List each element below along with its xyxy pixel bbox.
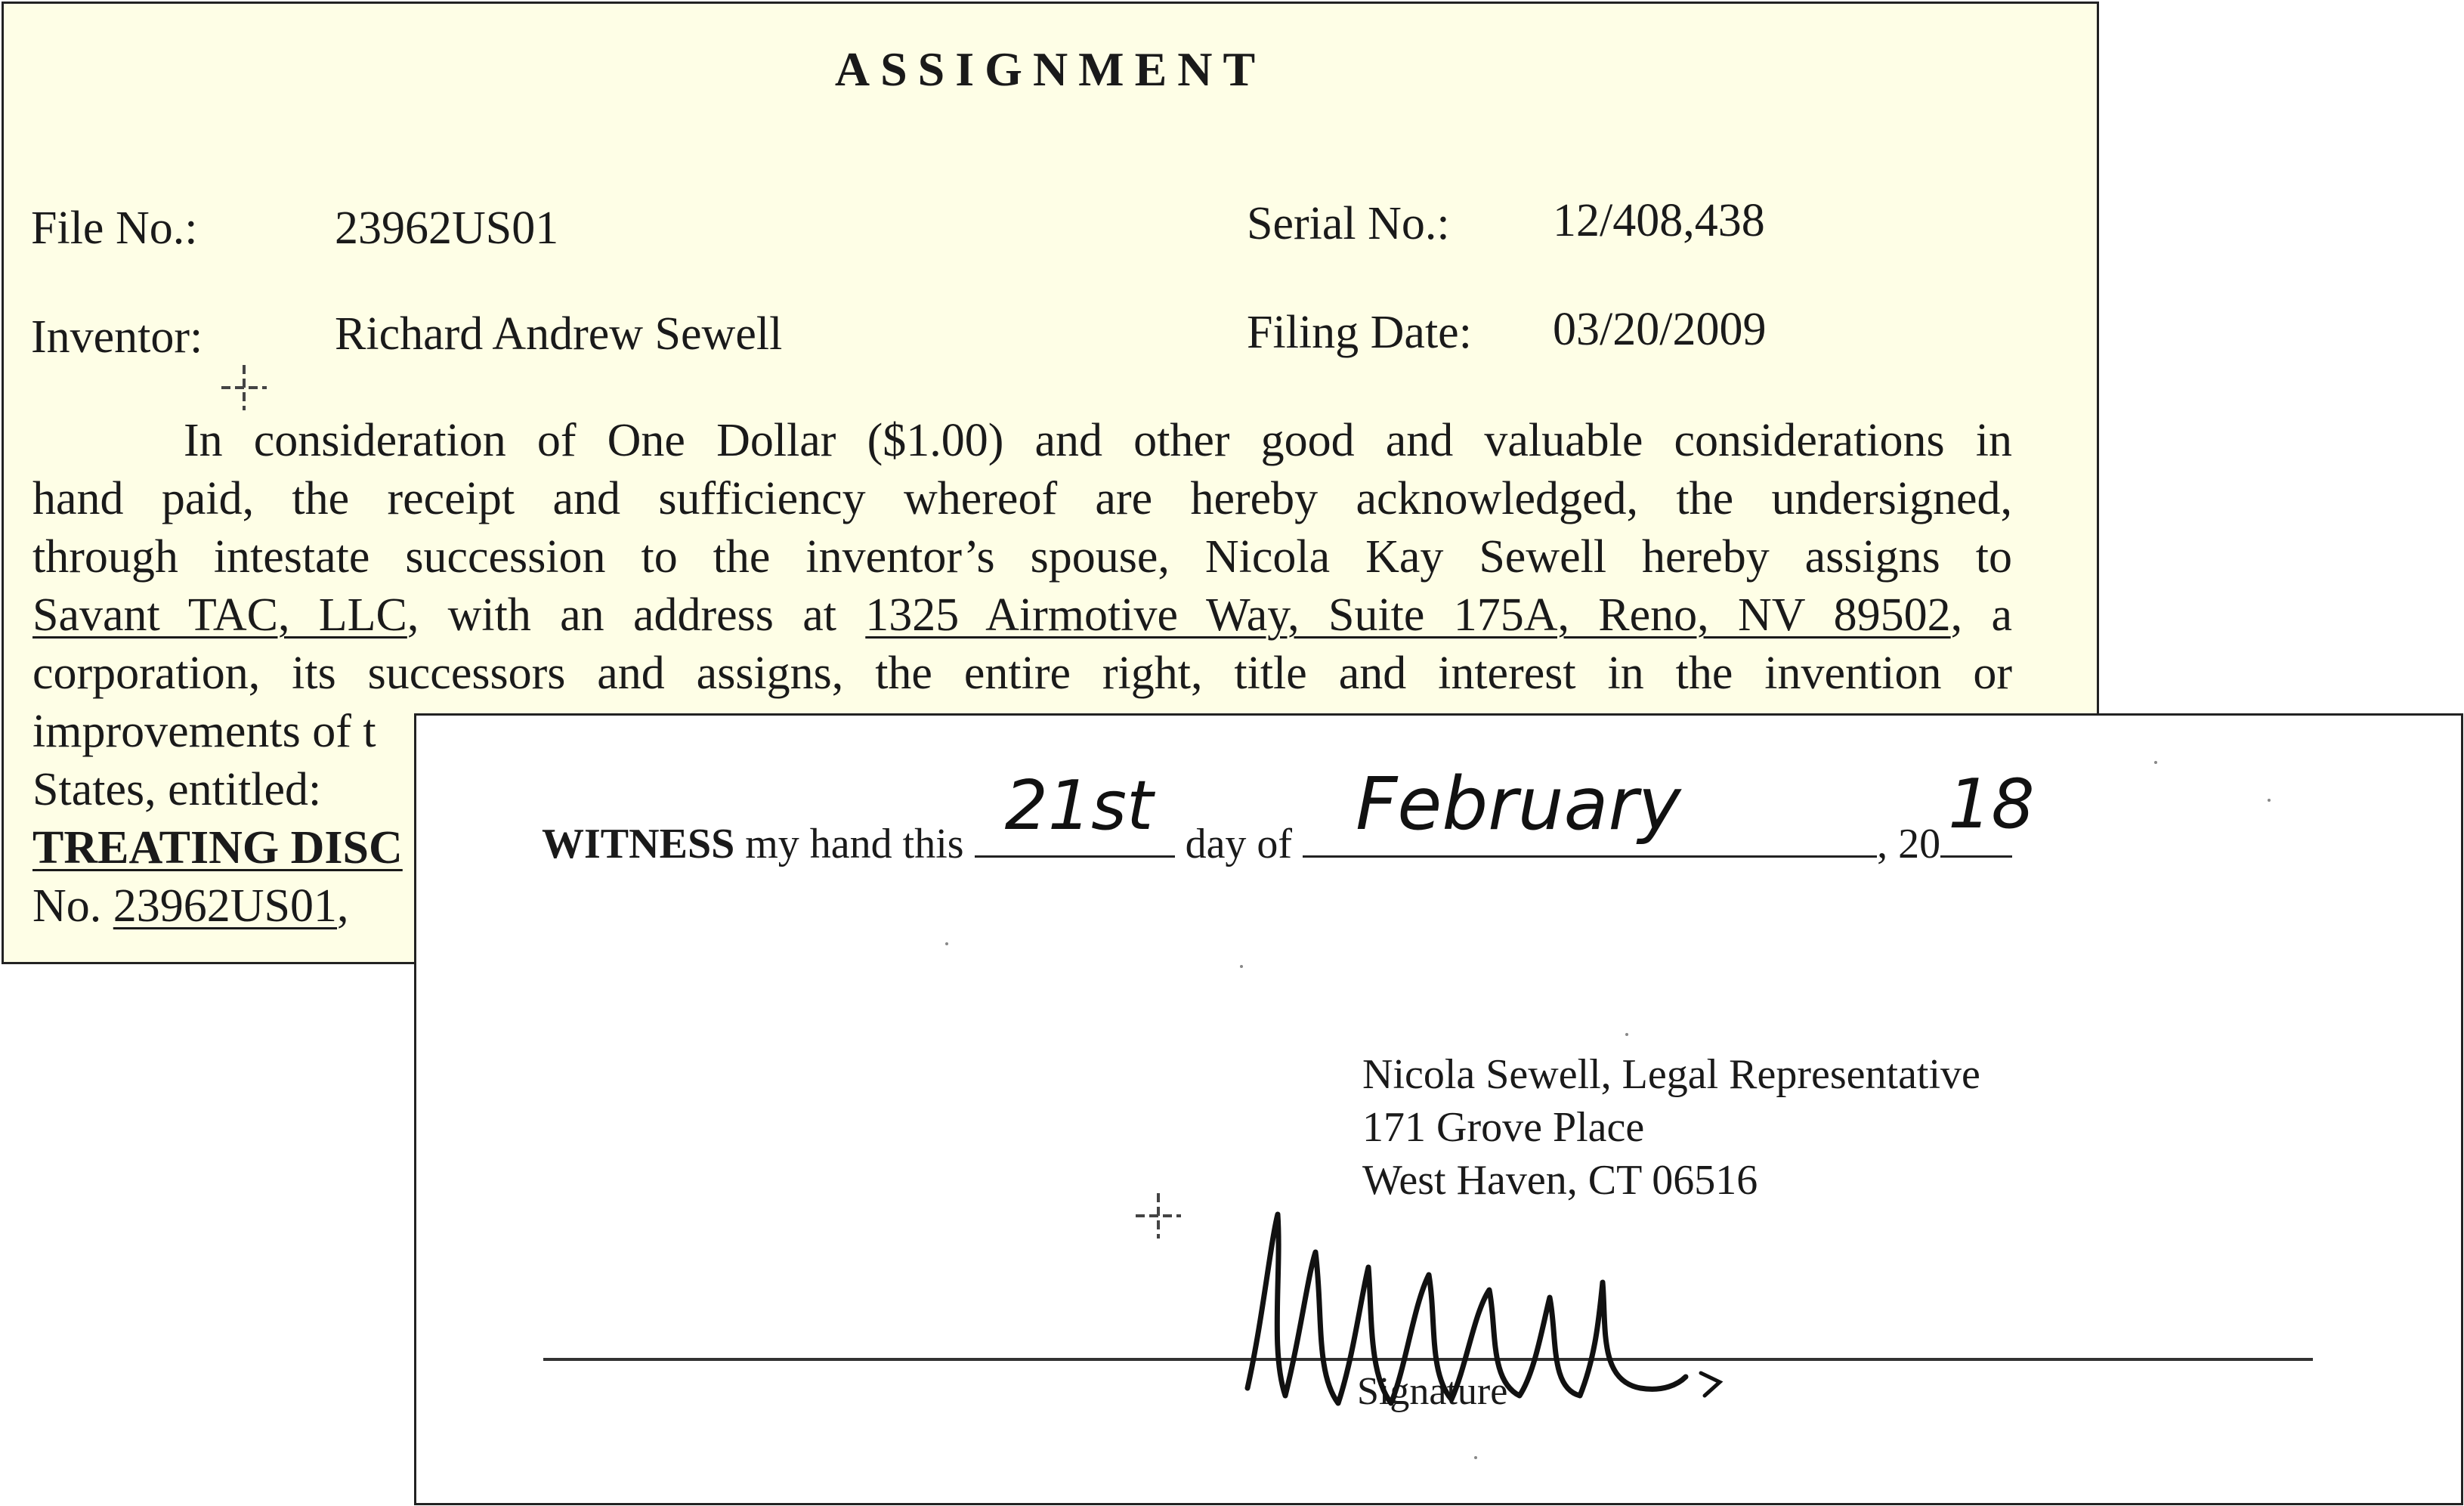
representative-name: Nicola Sewell, Legal Representative xyxy=(1362,1051,1980,1098)
inventor-value: Richard Andrew Sewell xyxy=(335,308,783,360)
witness-line: WITNESS my hand this 21st day of February , 20 18 xyxy=(542,762,2035,867)
crosshair-cursor-icon xyxy=(221,365,267,410)
inventor-label: Inventor: xyxy=(31,311,203,363)
day-blank xyxy=(975,766,1175,858)
crosshair-cursor-icon xyxy=(1136,1193,1181,1239)
scan-speck xyxy=(2268,799,2271,802)
signature-label: Signature xyxy=(1357,1370,1508,1413)
body-line-3: through intestate succession to the inventor’s spouse, Nicola Kay Sewell hereby assigns to xyxy=(32,531,2012,583)
file-no-reference: 23962US01 xyxy=(113,880,338,932)
body-line-9: No. 23962US01, xyxy=(32,880,349,932)
representative-city: West Haven, CT 06516 xyxy=(1362,1157,1758,1204)
scan-speck xyxy=(2154,761,2157,764)
assignee-name: Savant TAC, LLC xyxy=(32,589,407,641)
body-line-7: States, entitled: xyxy=(32,764,322,815)
representative-street: 171 Grove Place xyxy=(1362,1104,1645,1151)
filing-date-label: Filing Date: xyxy=(1247,307,1472,358)
invention-title: TREATING DISC xyxy=(32,822,403,874)
body-line-4: Savant TAC, LLC, with an address at 1325 Airmotive Way, Suite 175A, Reno, NV 89502, a xyxy=(32,589,2012,641)
filing-date-value: 03/20/2009 xyxy=(1553,304,1767,355)
month-handwritten: February xyxy=(1356,762,1681,846)
year-handwritten: 18 xyxy=(1948,765,2035,844)
year-blank xyxy=(1940,765,2035,858)
representative-address-block xyxy=(1362,1048,1980,1207)
day-handwritten: 21st xyxy=(1004,766,1154,846)
month-blank xyxy=(1303,762,1877,858)
scan-speck xyxy=(1240,965,1243,968)
serial-no-label: Serial No.: xyxy=(1247,198,1450,249)
body-line-1: In consideration of One Dollar ($1.00) and other good and valuable considerations in xyxy=(184,415,2012,466)
witness-label: WITNESS xyxy=(542,821,735,867)
body-line-6: improvements of t xyxy=(32,706,376,757)
handwritten-signature xyxy=(1217,1184,1761,1441)
document-title: ASSIGNMENT xyxy=(834,42,1266,96)
scan-speck xyxy=(945,942,948,945)
body-line-2: hand paid, the receipt and sufficiency whereof are hereby acknowledged, the undersigned, xyxy=(32,473,2012,524)
file-no-label: File No.: xyxy=(31,203,198,254)
scan-speck xyxy=(1625,1033,1628,1036)
witness-signature-panel xyxy=(414,713,2463,1505)
serial-no-value: 12/408,438 xyxy=(1553,195,1765,246)
assignee-address: 1325 Airmotive Way, Suite 175A, Reno, NV 89502 xyxy=(865,589,1951,641)
body-line-5: corporation, its successors and assigns, the entire right, title and interest in the invention or xyxy=(32,648,2012,699)
scan-speck xyxy=(1474,1456,1477,1459)
file-no-value: 23962US01 xyxy=(335,203,559,254)
